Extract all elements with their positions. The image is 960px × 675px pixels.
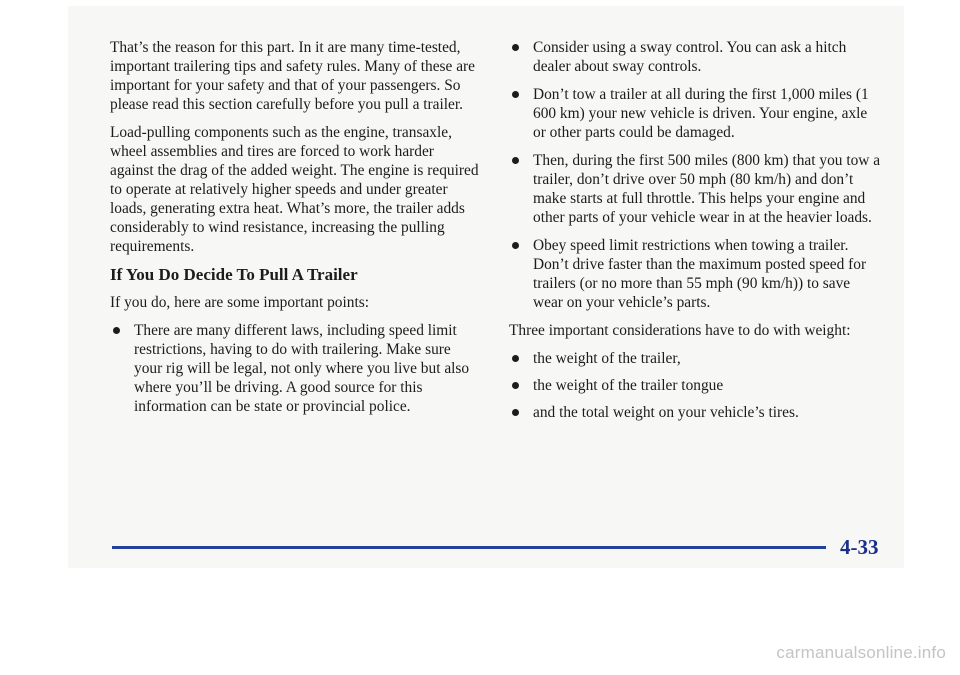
list-item-text: Then, during the first 500 miles (800 km) that you tow a trailer, don’t drive over 50 mph (80 km/h) and don’t make starts at full throttle. This helps your engine and other parts of your vehicle wear in at the heavier loads. — [533, 152, 881, 226]
list-item-text: the weight of the trailer tongue — [533, 377, 724, 394]
list-item-text: There are many different laws, including speed limit restrictions, having to do with trailering. Make sure your rig will be legal, not only where you live but also where you’ll be driving. A good source for this information can be state or provincial police. — [134, 322, 470, 415]
page-number: 4-33 — [840, 535, 879, 559]
load-paragraph: Load-pulling components such as the engine, transaxle, wheel assemblies and tires are forced to work harder against the drag of the added weight. The engine is required to operate at relatively higher speeds and under greater loads, generating extra heat. What’s more, the trailer adds considerably to wind resistance, increasing the pulling requirements. — [110, 124, 479, 255]
bullet-icon — [113, 327, 120, 334]
right-column — [509, 38, 881, 430]
bullet-icon — [512, 91, 519, 98]
list-item — [509, 85, 881, 142]
watermark: carmanualsonline.info — [776, 643, 946, 662]
bullet-icon — [512, 157, 519, 164]
bullet-icon — [512, 409, 519, 416]
weight-list-item — [509, 376, 881, 395]
intro-paragraph: That’s the reason for this part. In it are many time-tested, important trailering tips and safety rules. Many of these are important for your safety and that of your passengers. So please read this section carefully before you pull a trailer. — [110, 39, 475, 113]
list-item-text: and the total weight on your vehicle’s tires. — [533, 404, 799, 421]
list-item-text: Don’t tow a trailer at all during the first 1,000 miles (1 600 km) your new vehicle is driven. Your engine, axle or other parts could be damaged. — [533, 86, 869, 141]
list-item — [509, 38, 881, 76]
list-item-text: the weight of the trailer, — [533, 350, 681, 367]
weight-list-item — [509, 403, 881, 422]
section-heading: If You Do Decide To Pull A Trailer — [110, 265, 358, 284]
bullet-icon — [512, 355, 519, 362]
bullet-icon — [512, 44, 519, 51]
bullet-icon — [512, 382, 519, 389]
list-item — [110, 321, 480, 416]
weight-list-item — [509, 349, 881, 368]
list-item — [509, 151, 881, 227]
bullet-icon — [512, 242, 519, 249]
list-item — [509, 236, 881, 312]
list-item-text: Obey speed limit restrictions when towing a trailer. Don’t drive faster than the maximum posted speed for trailers (or no more than 55 mph (90 km/h)) to save wear on your vehicle’s parts. — [533, 237, 867, 311]
left-column — [110, 38, 480, 425]
weight-intro: Three important considerations have to do with weight: — [509, 322, 851, 339]
list-item-text: Consider using a sway control. You can ask a hitch dealer about sway controls. — [533, 39, 847, 75]
section-intro: If you do, here are some important points: — [110, 294, 370, 311]
footer-rule — [112, 546, 826, 549]
